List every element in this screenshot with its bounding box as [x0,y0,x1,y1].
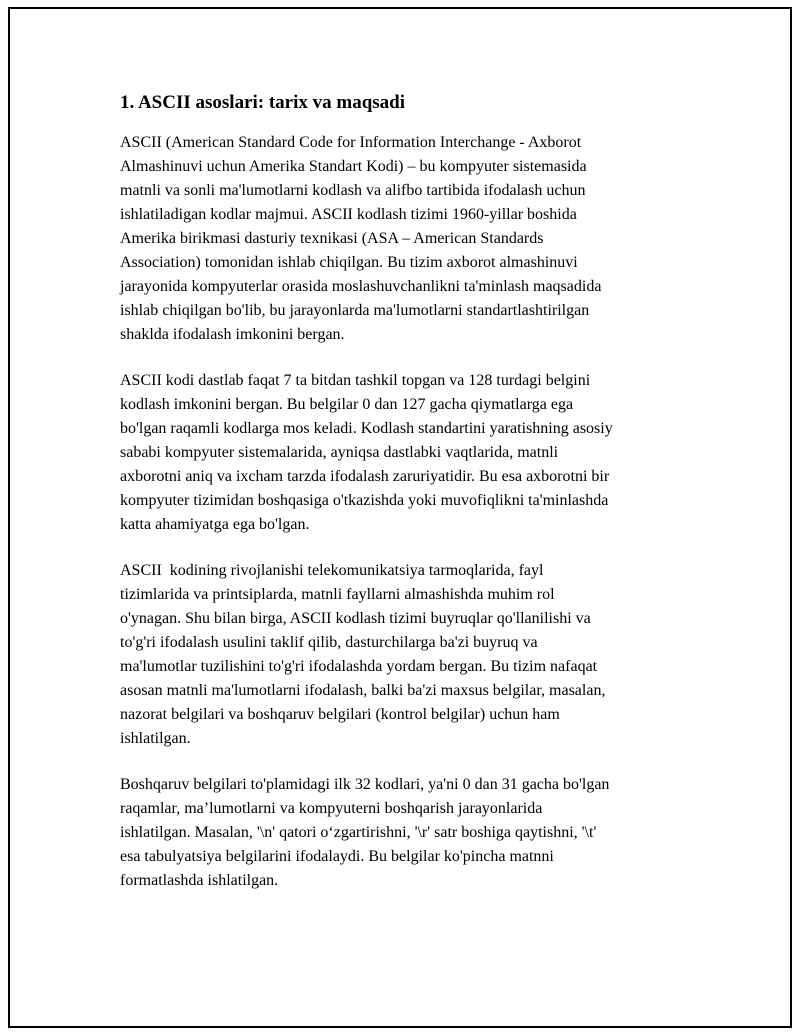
text-line: asosan matnli ma'lumotlarni ifodalash, balki ba'zi maxsus belgilar, masalan, [120,682,606,699]
text-line: ishlatiladigan kodlar majmui. ASCII kodlash tizimi 1960-yillar boshida [120,206,577,223]
text-line: axborotni aniq va ixcham tarzda ifodalash zaruriyatidir. Bu esa axborotni bir [120,468,610,485]
text-line: shaklda ifodalash imkonini bergan. [120,326,345,343]
text-line: sababi kompyuter sistemalarida, ayniqsa dastlabki vaqtlarida, matnli [120,444,559,461]
text-line: ASCII kodi dastlab faqat 7 ta bitdan tashkil topgan va 128 turdagi belgini [120,372,591,389]
text-line: ishlatilgan. [120,730,191,747]
paragraph-3 [120,559,700,751]
text-line: raqamlar, ma’lumotlarni va kompyuterni boshqarish jarayonlarida [120,800,543,817]
text-line: Association) tomonidan ishlab chiqilgan. Bu tizim axborot almashinuvi [120,254,578,271]
text-line: to'g'ri ifodalash usulini taklif qilib, dasturchilarga ba'zi buyruq va [120,634,538,651]
text-line: ASCII (American Standard Code for Information Interchange - Axborot [120,134,582,151]
text-line: kodlash imkonini bergan. Bu belgilar 0 dan 127 gacha qiymatlarga ega [120,396,574,413]
document-page [8,7,792,1028]
text-line: katta ahamiyatga ega bo'lgan. [120,516,310,533]
text-line: jarayonida kompyuterlar orasida moslashuvchanlikni ta'minlash maqsadida [120,278,602,295]
text-line: ishlatilgan. Masalan, '\n' qatori o‘zgartirishni, '\r' satr boshiga qaytishni, '\t' [120,824,597,841]
paragraph-4 [120,773,700,893]
text-line: ishlab chiqilgan bo'lib, bu jarayonlarda ma'lumotlarni standartlashtirilgan [120,302,590,319]
text-line: ma'lumotlar tuzilishini to'g'ri ifodalashda yordam bergan. Bu tizim nafaqat [120,658,598,675]
text-line: formatlashda ishlatilgan. [120,872,279,889]
paragraph-1 [120,131,700,347]
text-line: matnli va sonli ma'lumotlarni kodlash va alifbo tartibida ifodalash uchun [120,182,586,199]
text-line: tizimlarida va printsiplarda, matnli fayllarni almashishda muhim rol [120,586,555,603]
text-line: nazorat belgilari va boshqaruv belgilari (kontrol belgilar) uchun ham [120,706,560,723]
text-line: Almashinuvi uchun Amerika Standart Kodi) – bu kompyuter sistemasida [120,158,587,175]
text-line: kompyuter tizimidan boshqasiga o'tkazishda yoki muvofiqlikni ta'minlashda [120,492,609,509]
text-line: esa tabulyatsiya belgilarini ifodalaydi. Bu belgilar ko'pincha matnni [120,848,554,865]
section-heading: 1. ASCII asoslari: tarix va maqsadi [120,92,406,113]
text-line: o'ynagan. Shu bilan birga, ASCII kodlash tizimi buyruqlar qo'llanilishi va [120,610,591,627]
document-body [120,89,700,915]
text-line: Amerika birikmasi dasturiy texnikasi (ASA – American Standards [120,230,544,247]
text-line: Boshqaruv belgilari to'plamidagi ilk 32 kodlari, ya'ni 0 dan 31 gacha bo'lgan [120,776,610,793]
paragraph-2 [120,369,700,537]
text-line: bo'lgan raqamli kodlarga mos keladi. Kodlash standartini yaratishning asosiy [120,420,613,437]
text-line: ASCII kodining rivojlanishi telekomunikatsiya tarmoqlarida, fayl [120,562,544,579]
